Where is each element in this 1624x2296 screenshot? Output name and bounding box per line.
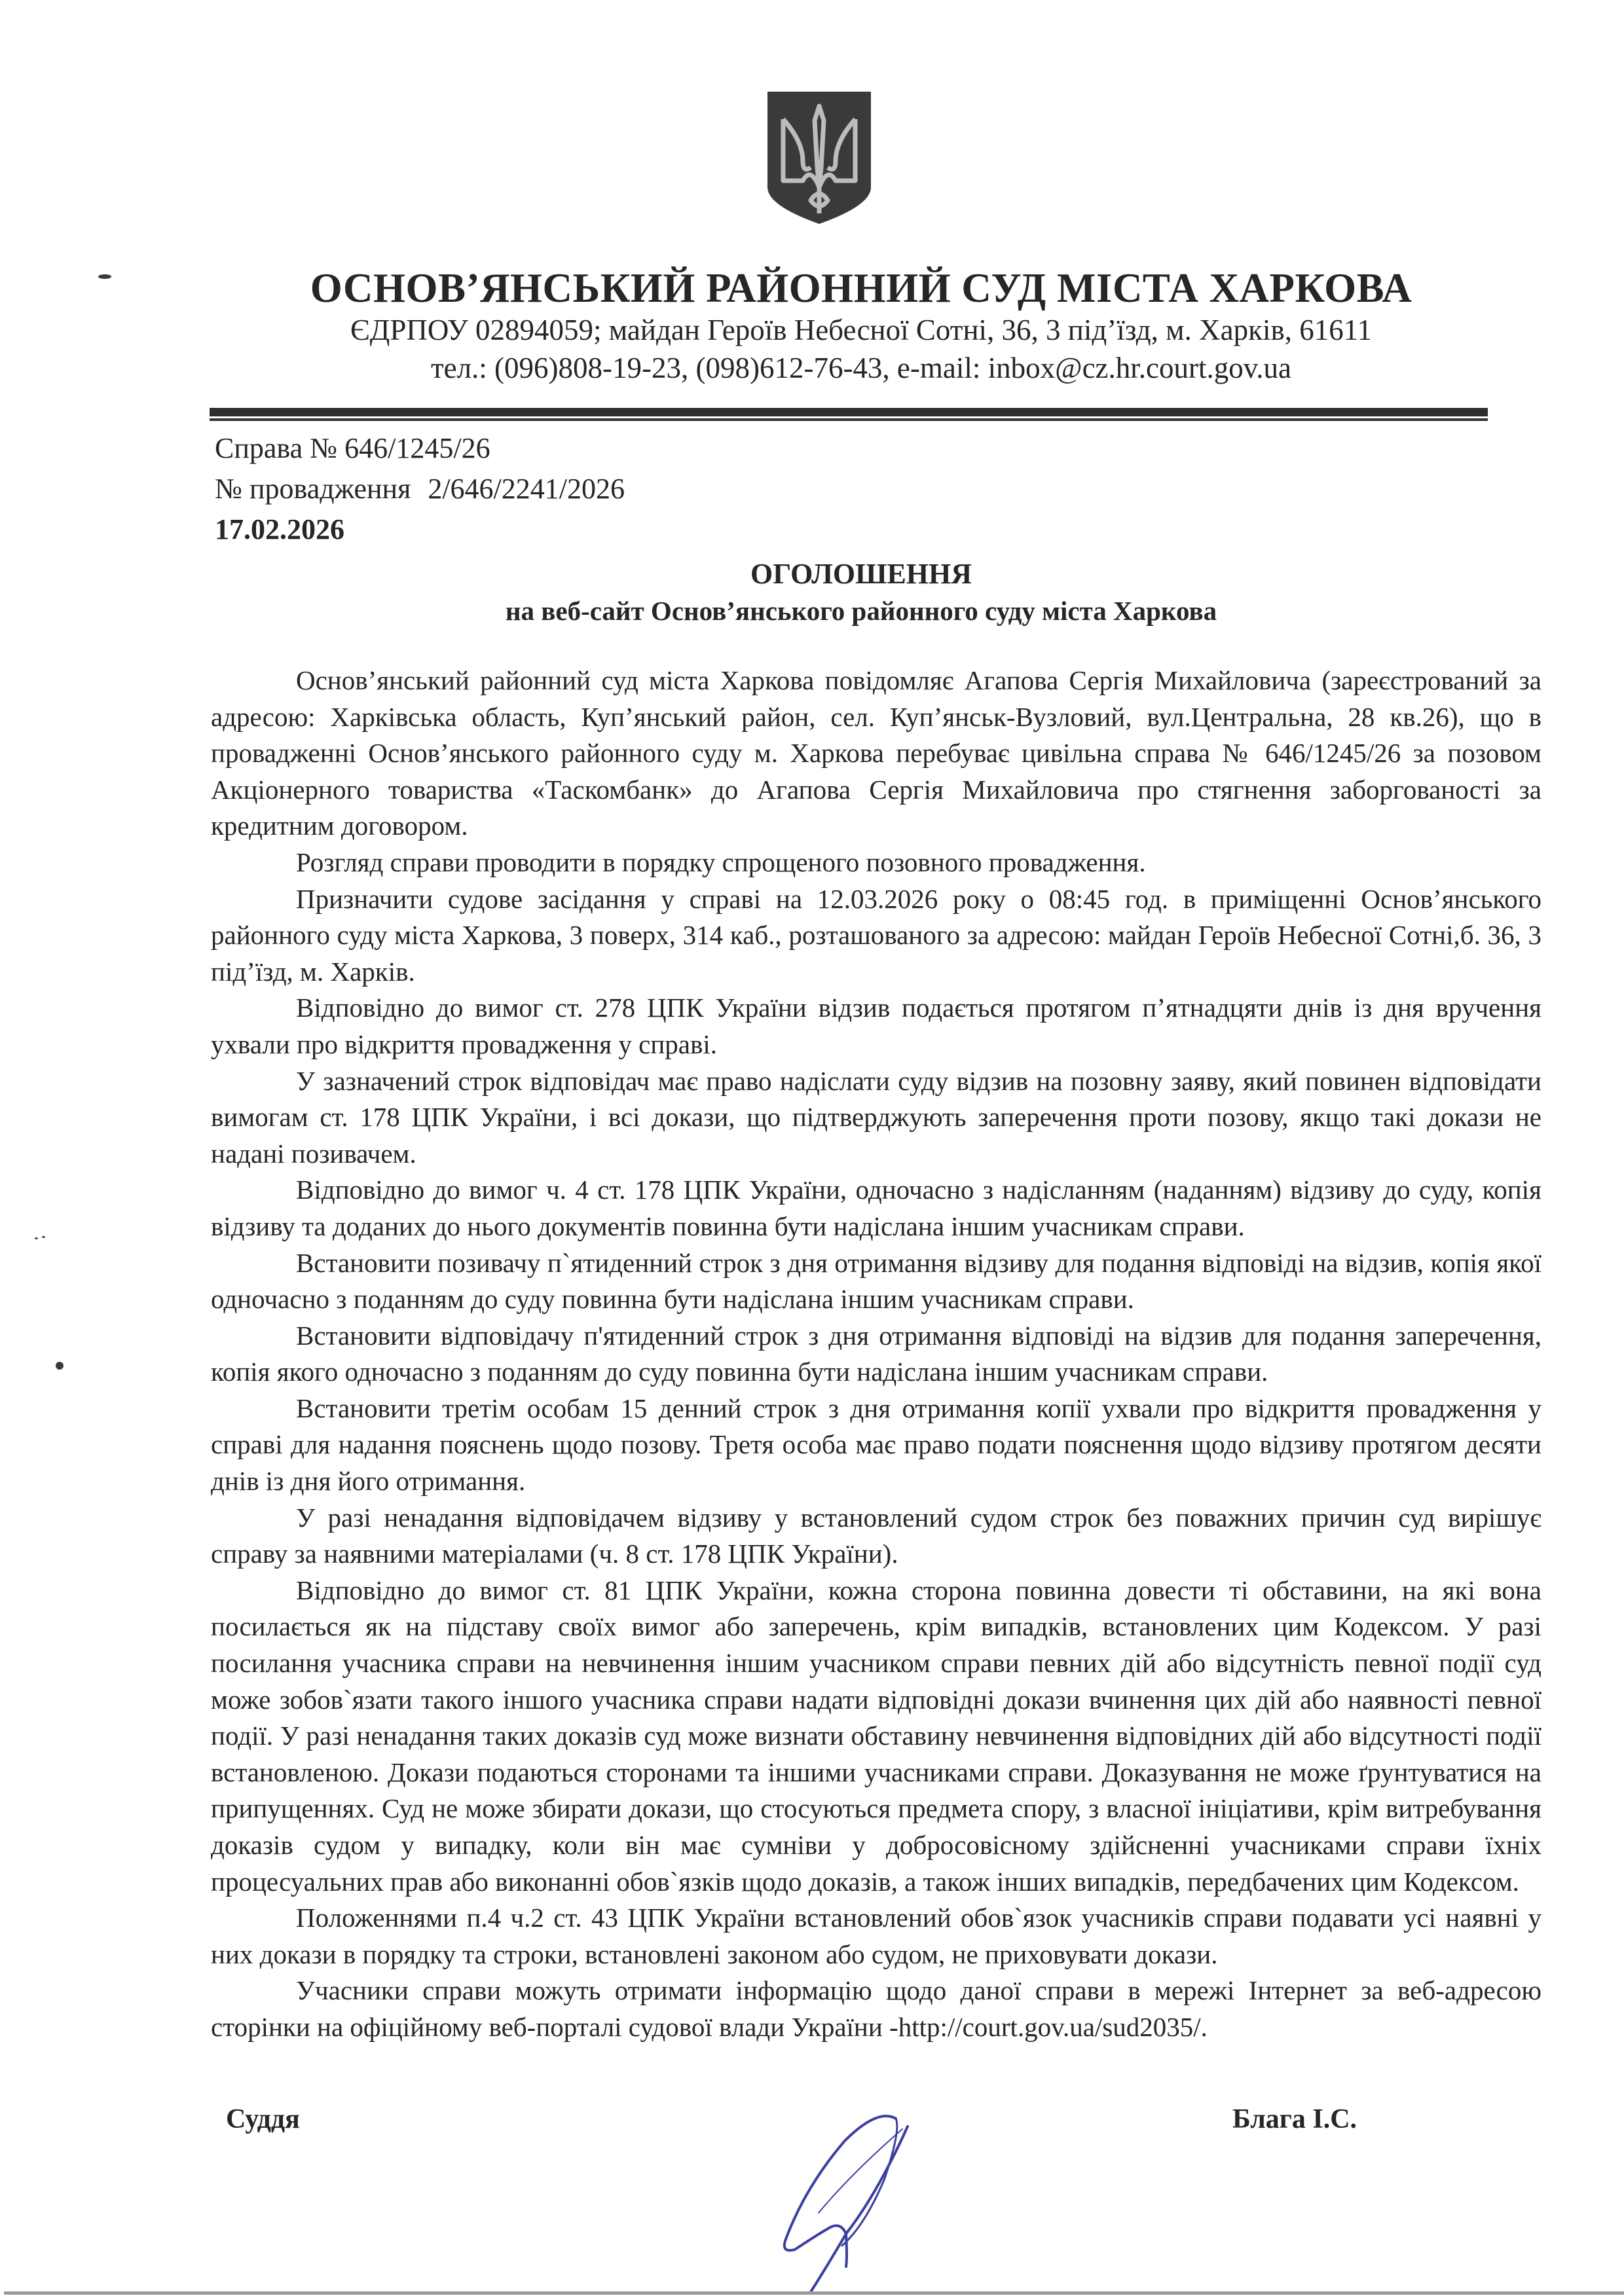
scan-mark <box>42 1236 45 1238</box>
paragraph: Встановити позивачу п`ятиденний строк з дня отримання відзиву для подання відповіді на відзив, копія якої одночасно з поданням до суду повинна бути надіслана іншим учасникам справи. <box>211 1247 1541 1315</box>
paragraph: Відповідно до вимог ст. 81 ЦПК України, кожна сторона повинна довести ті обставини, на які вона посилається як на підставу своїх вимог або заперечень, крім випадків, встановлених цим Кодексом. У разі посилання учасника справи на невчинення іншим учасником справи певних дій або відсутність певної події суд може зобов`язати такого іншого учасника справи надати відповідні докази вчинення цих дій або наявності певної події. У разі ненадання таких доказів суд може визнати обставину невчинення відповідних дій або відсутності події встановленою. Докази подаються сторонами та іншими учасниками справи. Доказування не може ґрунтуватися на припущеннях. Суд не може збирати докази, що стосуються предмета спору, з власної ініціативи, крім витребування доказів судом у випадку, коли він має сумніви у добросовісному здійсненні учасниками справи їхніх процесуальних прав або виконанні обов`язків щодо доказів, а також інших випадків, передбачених цим Кодексом. <box>211 1575 1541 1897</box>
case-number: Справа № 646/1245/26 <box>215 432 490 464</box>
announcement-title: ОГОЛОШЕННЯ <box>750 558 972 590</box>
proceeding-number: 2/646/2241/2026 <box>428 473 625 505</box>
handwritten-signature-icon <box>707 2082 982 2291</box>
proceeding-label: № провадження <box>215 473 411 505</box>
letterhead-divider-thin <box>210 418 1488 421</box>
announcement-subtitle: на веб-сайт Основ’янського районного суду міста Харкова <box>505 596 1217 626</box>
proceeding-number-row <box>215 473 625 505</box>
paragraph: Основ’янський районний суд міста Харкова повідомляє Агапова Сергія Михайловича (зареєстрований за адресою: Харківська область, Куп’янський район, сел. Куп’янськ-Вузловий, вул.Центральна, 28 кв.26), що в провадженні Основ’янського районного суду м. Харкова перебуває цивільна справа № 646/1245/26 за позовом Акціонерного товариства «Таскомбанк» до Агапова Сергія Михайловича про стягнення заборгованості за кредитним договором. <box>211 665 1541 841</box>
judge-role-label: Суддя <box>226 2104 300 2134</box>
scan-mark <box>35 1237 38 1239</box>
document-date: 17.02.2026 <box>215 513 344 545</box>
judge-name: Блага І.С. <box>1232 2104 1357 2134</box>
paragraph: Положеннями п.4 ч.2 ст. 43 ЦПК України встановлений обов`язок учасників справи подавати усі наявні у них докази в порядку та строки, встановлені законом або судом, не приховувати докази. <box>211 1903 1541 1969</box>
page-bottom-edge <box>4 2291 1624 2295</box>
scan-mark <box>98 274 111 279</box>
paragraph: У зазначений строк відповідач має право надіслати суду відзив на позовну заяву, який повинен відповідати вимогам ст. 178 ЦПК України, і всі докази, що підтверджують заперечення проти позову, якщо такі докази не надані позивачем. <box>211 1065 1541 1169</box>
paragraph: Встановити відповідачу п'ятиденний строк з дня отримання відповіді на відзив для подання заперечення, копія якого одночасно з поданням до суду повинна бути надіслана іншим учасникам справи. <box>211 1320 1541 1387</box>
paragraph: Учасники справи можуть отримати інформацію щодо даної справи в мережі Інтернет за веб-адресою сторінки на офіційному веб-порталі судової влади України -http://court.gov.ua/sud2035/. <box>211 1975 1541 2042</box>
court-address-line: ЄДРПОУ 02894059; майдан Героїв Небесної Сотні, 36, 3 під’їзд, м. Харків, 61611 <box>350 314 1373 346</box>
announcement-body <box>211 663 1541 2046</box>
trident-emblem-icon <box>765 89 874 227</box>
letterhead-divider-thick <box>210 408 1488 416</box>
court-name-heading: ОСНОВ’ЯНСЬКИЙ РАЙОННИЙ СУД МІСТА ХАРКОВА <box>310 265 1412 311</box>
paragraph: Відповідно до вимог ст. 278 ЦПК України відзив подається протягом п’ятнадцяти днів із дня вручення ухвали про відкриття провадження у справі. <box>211 993 1541 1059</box>
scan-mark <box>56 1362 64 1370</box>
paragraph: У разі ненадання відповідачем відзиву у встановлений судом строк без поважних причин суд вирішує справу за наявними матеріалами (ч. 8 ст. 178 ЦПК України). <box>211 1502 1541 1569</box>
paragraph: Відповідно до вимог ч. 4 ст. 178 ЦПК України, одночасно з надісланням (наданням) відзиву до суду, копія відзиву та доданих до нього документів повинна бути надіслана іншим учасникам справи. <box>211 1175 1541 1241</box>
court-contacts-line: тел.: (096)808-19-23, (098)612-76-43, e-mail: inbox@cz.hr.court.gov.ua <box>430 352 1292 384</box>
paragraph: Призначити судове засідання у справі на 12.03.2026 року о 08:45 год. в приміщенні Основ’янського районного суду міста Харкова, 3 поверх, 314 каб., розташованого за адресою: майдан Героїв Небесної Сотні,б. 36, 3 під’їзд, м. Харків. <box>211 883 1541 987</box>
coat-of-arms-icon <box>765 89 874 227</box>
paragraph: Встановити третім особам 15 денний строк з дня отримання копії ухвали про відкриття провадження у справі для надання пояснень щодо позову. Третя особа має право подати пояснення щодо відзиву протягом десяти днів із дня його отримання. <box>211 1393 1541 1497</box>
paragraph: Розгляд справи проводити в порядку спрощеного позовного провадження. <box>296 847 1146 877</box>
